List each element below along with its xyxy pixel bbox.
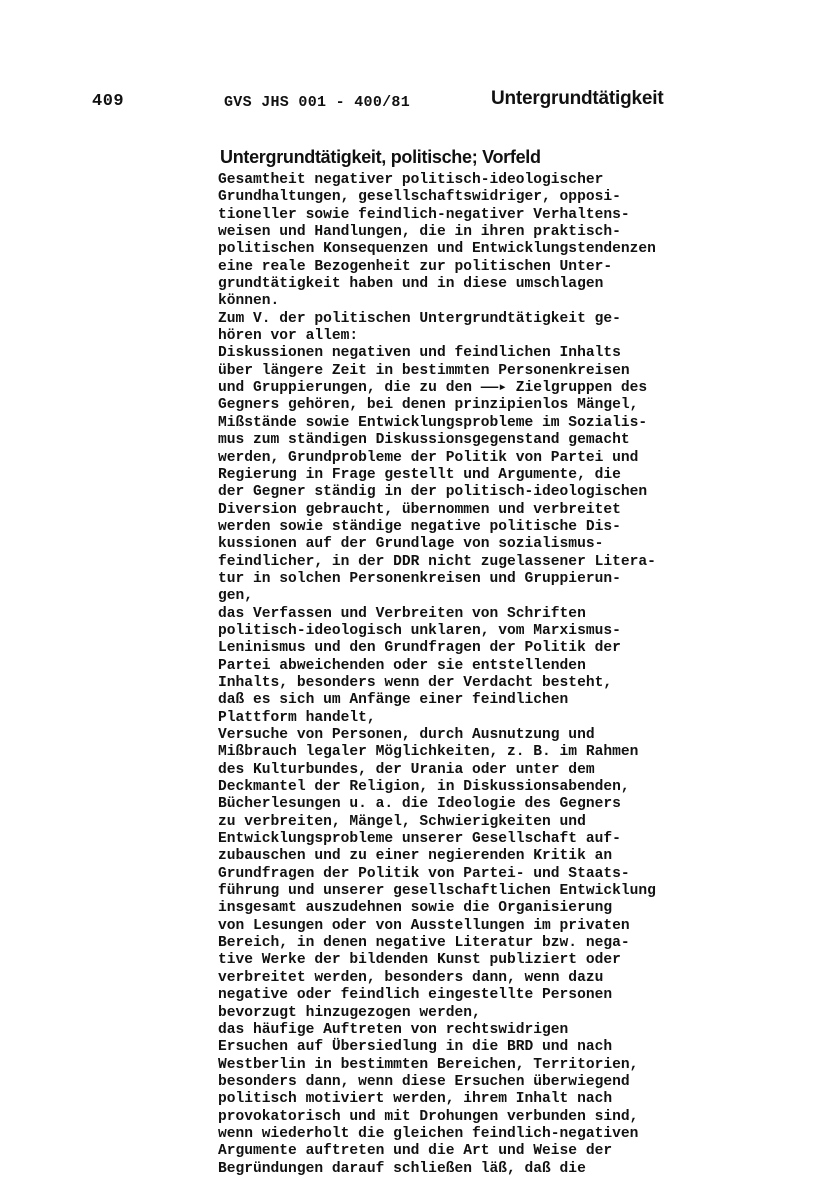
text-line: Partei abweichenden oder sie entstellenden bbox=[218, 657, 586, 674]
text-line: führung und unserer gesellschaftlichen Entwicklung bbox=[218, 883, 656, 900]
text-line: kussionen auf der Grundlage von sozialismus- bbox=[218, 536, 604, 553]
text-line: Argumente auftreten und die Art und Weise der bbox=[218, 1143, 613, 1160]
text-line: gen, bbox=[218, 588, 254, 605]
text-line: tioneller sowie feindlich-negativer Verhaltens- bbox=[218, 206, 630, 223]
page-header bbox=[0, 88, 825, 118]
text-line: Gegners gehören, bei denen prinzipienlos Mängel, bbox=[218, 397, 639, 414]
text-line: Grundfragen der Politik von Partei- und Staats- bbox=[218, 865, 630, 882]
text-line: Begründungen darauf schließen läß, daß die bbox=[218, 1160, 586, 1177]
text-line: grundtätigkeit haben und in diese umschlagen bbox=[218, 276, 604, 293]
text-line: über längere Zeit in bestimmten Personenkreisen bbox=[218, 362, 630, 379]
text-line: Ersuchen auf Übersiedlung in die BRD und nach bbox=[218, 1039, 613, 1056]
text-line: Entwicklungsprobleme unserer Gesellschaft auf- bbox=[218, 831, 621, 848]
text-line: Grundhaltungen, gesellschaftswidriger, opposi- bbox=[218, 189, 621, 206]
text-line: mus zum ständigen Diskussionsgegenstand gemacht bbox=[218, 432, 630, 449]
text-line: Diversion gebraucht, übernommen und verbreitet bbox=[218, 501, 621, 518]
text-line: Inhalts, besonders wenn der Verdacht besteht, bbox=[218, 674, 613, 691]
running-title: Untergrundtätigkeit bbox=[491, 88, 664, 109]
text-line: verbreitet werden, besonders dann, wenn dazu bbox=[218, 969, 604, 986]
dictionary-entry bbox=[218, 145, 738, 1178]
entry-title: Untergrundtätigkeit, politische; Vorfeld bbox=[220, 147, 541, 167]
text-line: Gesamtheit negativer politisch-ideologischer bbox=[218, 172, 604, 188]
text-line: weisen und Handlungen, die in ihren praktisch- bbox=[218, 224, 621, 241]
text-line: Bereich, in denen negative Literatur bzw. nega- bbox=[218, 935, 630, 952]
page-number: 409 bbox=[92, 92, 125, 111]
text-line: Diskussionen negativen und feindlichen Inhalts bbox=[218, 345, 621, 362]
text-line: Bücherlesungen u. a. die Ideologie des Gegners bbox=[218, 796, 621, 813]
text-line: Zum V. der politischen Untergrundtätigkeit ge- bbox=[218, 310, 621, 327]
text-line: zu verbreiten, Mängel, Schwierigkeiten und bbox=[218, 813, 586, 830]
text-line: von Lesungen oder von Ausstellungen im privaten bbox=[218, 917, 630, 934]
text-line: das Verfassen und Verbreiten von Schriften bbox=[218, 605, 586, 622]
text-line: Mißstände sowie Entwicklungsprobleme im Sozialis- bbox=[218, 414, 648, 431]
text-line: feindlicher, in der DDR nicht zugelassener Litera- bbox=[218, 553, 656, 570]
text-line: das häufige Auftreten von rechtswidrigen bbox=[218, 1021, 569, 1038]
text-line: hören vor allem: bbox=[218, 328, 359, 345]
entry-body bbox=[218, 172, 738, 1178]
text-line: der Gegner ständig in der politisch-ideologischen bbox=[218, 484, 648, 501]
text-line: können. bbox=[218, 293, 280, 310]
text-line: besonders dann, wenn diese Ersuchen überwiegend bbox=[218, 1073, 630, 1090]
text-line: Westberlin in bestimmten Bereichen, Territorien, bbox=[218, 1056, 639, 1073]
text-line: zubauschen und zu einer negierenden Kritik an bbox=[218, 848, 613, 865]
text-line: Versuche von Personen, durch Ausnutzung und bbox=[218, 727, 595, 743]
text-line: negative oder feindlich eingestellte Personen bbox=[218, 987, 613, 1004]
text-line: Plattform handelt, bbox=[218, 709, 376, 726]
text-line: politischen Konsequenzen und Entwicklungstendenzen bbox=[218, 241, 656, 258]
text-line: eine reale Bezogenheit zur politischen Unter- bbox=[218, 258, 613, 275]
text-line: des Kulturbundes, der Urania oder unter dem bbox=[218, 761, 595, 778]
text-line: Deckmantel der Religion, in Diskussionsabenden, bbox=[218, 779, 630, 796]
text-line: Mißbrauch legaler Möglichkeiten, z. B. im Rahmen bbox=[218, 744, 639, 761]
text-line: und Gruppierungen, die zu den ——▸ Zielgruppen des bbox=[218, 380, 648, 397]
text-line: politisch motiviert werden, ihrem Inhalt nach bbox=[218, 1091, 613, 1108]
text-line: tive Werke der bildenden Kunst publiziert oder bbox=[218, 952, 621, 969]
text-line: werden sowie ständige negative politische Dis- bbox=[218, 518, 621, 535]
text-line: provokatorisch und mit Drohungen verbunden sind, bbox=[218, 1108, 639, 1125]
text-line: insgesamt auszudehnen sowie die Organisierung bbox=[218, 900, 613, 917]
text-line: Leninismus und den Grundfragen der Politik der bbox=[218, 640, 621, 657]
document-reference: GVS JHS 001 - 400/81 bbox=[224, 94, 411, 111]
text-line: politisch-ideologisch unklaren, vom Marxismus- bbox=[218, 622, 621, 639]
text-line: Regierung in Frage gestellt und Argumente, die bbox=[218, 466, 621, 483]
text-line: wenn wiederholt die gleichen feindlich-negativen bbox=[218, 1125, 639, 1142]
text-line: daß es sich um Anfänge einer feindlichen bbox=[218, 692, 569, 709]
text-line: tur in solchen Personenkreisen und Gruppierun- bbox=[218, 570, 621, 587]
text-line: bevorzugt hinzugezogen werden, bbox=[218, 1004, 481, 1021]
text-line: werden, Grundprobleme der Politik von Partei und bbox=[218, 449, 639, 466]
